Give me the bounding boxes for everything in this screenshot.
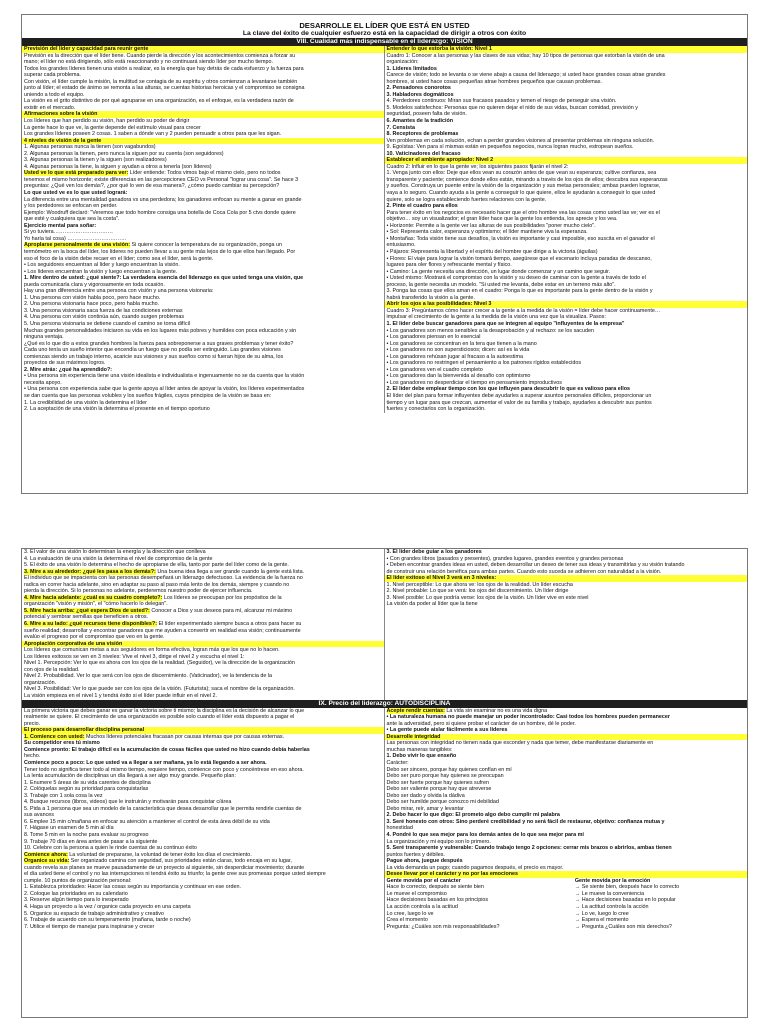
document-subtitle: La clave del éxito de cualquier esfuerzo está en la capacidad de dirigir a otros con éxito — [242, 30, 527, 37]
discipline-right-line: honestidad — [386, 825, 413, 832]
vision-right-line: • Usted mismo: Mostrará el compromiso con la visión y su deseo de caminar con la gente a través de todo el — [386, 275, 646, 282]
vision-right-line: hombres, si usted hace cosas pequeñas atrae hombres pequeños que causan problemas. — [386, 78, 602, 85]
vision-left-line: 2. La aceptación de una visión la determina el presente en el tiempo oportuno — [24, 406, 210, 413]
table-cell-emotion: → Pregunta ¿Cuáles son mis derechos? — [574, 923, 672, 930]
table-header-emotion: Gente movida por la emoción — [574, 877, 651, 884]
table-cell-character: Le mueve el compromiso — [386, 890, 447, 897]
discipline-right-lines — [385, 708, 748, 878]
vision-left-line: Todos los grandes líderes tienen una visión a realizar, es la energía que hay detrás de cada esfuerzo y la fuerza para — [24, 65, 304, 72]
vision-right-line: 1. Venga junto con ellos: Deje que ellos vean su corazón antes de que vean su esperanza; cultive confianza, sea — [386, 170, 657, 177]
vision-right-line: y sueños. Construya un puente entre la visión de la organización y sus metas personales; ambas pueden lograrse, — [386, 183, 661, 190]
vision-right-line: Cuadro 1: Conocer a las personas y las claves de sus vidas; hay 10 tipos de personas que estorban la visión de una — [386, 52, 665, 59]
vision-left-column — [22, 46, 385, 413]
vision-right-column — [385, 46, 748, 413]
vision-cont-right-line: 2. Nivel probable: Lo que se verá: los ojos del discernimiento. Un líder dirige — [386, 588, 569, 595]
vision-left-line: 4. Una persona con visión continúa aún, cuando surgen problemas — [24, 314, 185, 321]
discipline-right-line: La vida demanda un pago; cuando pagamos después, el precio es mayor. — [386, 864, 564, 871]
discipline-right-line: 1. Debo vivir lo que enseño — [386, 753, 457, 760]
discipline-right-line: Debo ser sincero, porque hay quienes confían en mí — [386, 766, 512, 773]
discipline-right-line: Debo mirar, reír, amar y levantar — [386, 805, 464, 812]
discipline-left-line: precio. — [24, 720, 41, 727]
discipline-left-line: hecho. — [24, 753, 41, 760]
vision-right-line: entusiasmo. — [386, 242, 416, 249]
discipline-right-line: puntos fuertes y débiles. — [386, 851, 445, 858]
vision-left-line: ninguna ventaja. — [24, 334, 64, 341]
vision-left-line: eso el foco de la visión debe recaer en el líder; como sea el líder, será la gente. — [24, 255, 214, 262]
vision-left-line: Previsión es la dirección que el líder tiene. Cuando pierde la dirección y los acontecimientos comienza a forzar su — [24, 52, 296, 59]
vision-left-line: preguntas: ¿Qué ven los demás?, ¿por qué lo ven de esa manera?, ¿cómo puedo cambiar su percepción? — [24, 183, 280, 190]
vision-left-line: termómetro en la boca del líder, los líderes no pueden llevar a su gente más lejos de lo que ellos han llegado. Por — [24, 248, 296, 255]
vision-left-line: • Los seguidores encuentran al líder y luego encuentran la visión. — [24, 262, 180, 269]
vision-cont-left-highlight: 4. Mire hacia adelante: ¿cuál es su cuadro completo?: — [24, 594, 163, 601]
vision-right-line: 4. Perdedores continuos: Miran sus fracasos pasados y temen el riesgo de perseguir una visión. — [386, 98, 617, 105]
discipline-right-line: Debo ser dado y olvida la dádiva — [386, 792, 465, 799]
vision-left-line: Afirmaciones sobre la visión — [22, 111, 384, 118]
vision-right-line: 9. Egoístas: Ven para sí mismas están en pequeños negocios, nunca logran mucho, estropean sueños. — [386, 144, 634, 151]
discipline-left-line: 10. Celebre con la persona a quien le rinde cuentas de su continuo éxito — [24, 845, 197, 852]
discipline-left-line-rest: Ser organizado camina con seguridad, sus prioridades están claras, todo encaja en su lugar, — [69, 858, 292, 865]
vision-cont-left-line: radica en correr hacia adelante, sino en adaptar su paso al paso más lento de los demás, siempre y cuando no — [24, 581, 290, 588]
section-band-autodisciplina: IX. Precio del liderazgo: AUTODISCIPLINA — [22, 700, 747, 708]
vision-left-line: Hay una gran diferencia entre una persona con visión y una persona visionaria: — [24, 288, 214, 295]
vision-right-line: 1. Líderes limitados — [386, 65, 437, 72]
vision-right-line: fuertes y conectarlos con la organización. — [386, 406, 486, 413]
table-cell-emotion: → Le mueve la conveniencia — [574, 890, 645, 897]
vision-left-line: y los perdedores se enfocan en perder. — [24, 203, 118, 210]
vision-cont-right-line: de construir una relación benéfica para ambas partes. Cuando esto suceda se adhieren con naturalidad a la visión. — [386, 568, 662, 575]
vision-left-line-rest: Líder entiende: Todos vimos bajo el mismo cielo, pero no todos — [128, 170, 281, 177]
vision-cont-left-line: Nivel 1. Percepción: Ver lo que es ahora con los ojos de la realidad. (Seguidor), ve la dirección de la organización — [24, 660, 295, 667]
discipline-right-line: La organización y mi equipo son lo primero. — [386, 838, 491, 845]
vision-cont-left-line: Los líderes que comunican metas a sus seguidores en forma efectiva, logran más que los que no lo hacen. — [24, 647, 280, 654]
discipline-right-line: Pague ahora, juegue después — [386, 858, 463, 865]
vision-cont-left-line: pierda la dirección. Si lo personas no adelante, perderemos nuestro poder de ejercer influencia. — [24, 588, 253, 595]
vision-left-line: tenemos el mismo horizonte; existe diferencias en las percepciones CEO vs Personal "lograr una cosa". Se hace 3 — [24, 176, 299, 183]
table-cell-character: Hace lo correcto, después se siente bien — [386, 884, 484, 891]
discipline-left-line: Tener todo no significa tener todo al mismo tiempo, requiere tiempo, comience con poco y concéntrese en eso ahora. — [24, 766, 304, 773]
vision-left-line: 1. Una persona con visión habla poco, pero hace mucho. — [24, 294, 161, 301]
vision-left-line: La diferencia entre una mentalidad ganadora vs una perdedora; los ganadores enfocan su mente a ganar en grande — [24, 196, 302, 203]
vision-left-line: Los grandes líderes poseen 2 cosas. 1 saben a dónde van y 2 pueden persuadir a otros para que les sigan. — [24, 131, 282, 138]
vision-left-line: 2. Algunas personas la tienen, pero nunca la siguen por su cuenta (son seguidores) — [24, 150, 224, 157]
discipline-left-line: 7. Utilice el tiempo de manejar para inspirarse y crecer — [24, 923, 155, 930]
vision-left-line: superar cada problema. — [24, 72, 81, 79]
vision-left-line: Con visión, el líder cumple la misión, la multitud se contagia de su espíritu y otros comienzan a levantarse también — [24, 78, 298, 85]
vision-right-line: 2. Pensadores conorotos — [386, 85, 451, 92]
discipline-left-line: Comience pronto: El trabajo difícil es la acumulación de cosas fáciles que usted no hizo cuando debía haberlas — [24, 746, 310, 753]
vision-cont-left-line: Nivel 3. Posibilidad: Ver lo que puede ser con los ojos de la visión. (Futurista); saca el nombre de la organización. — [24, 686, 295, 693]
discipline-left-line: cumple. 10 puntos de organización personal: — [24, 877, 132, 884]
vision-cont-left-line: El individuo que se impacienta con las personas desempeñará un liderazgo defectuoso. La evidencia de la fuerza no — [24, 575, 303, 582]
vision-left-line: junto al líder; el estado de ánimo se remonta a las alturas, se cuentas historias heroicas y el compromiso se consigna — [24, 85, 305, 92]
page-gap — [0, 494, 768, 548]
vision-right-line: organización: — [386, 59, 419, 66]
discipline-left-line: 3. Reserve algún tiempo para lo inesperado — [24, 897, 129, 904]
vision-right-line: 1. El líder debe buscar ganadores para que se integren al equipo "influyentes de la empresa" — [386, 320, 625, 327]
vision-left-line: 1. Algunas personas nunca la tienen (son vagabundos) — [24, 144, 156, 151]
discipline-left-line: el día usted tiene el control y no las interrupciones ni tendrá éxito su triunfo; la gente cree sus promesas porque usted siempre — [24, 871, 326, 878]
discipline-left-line: Comience poco a poco: Lo que usted va a llegar a ser mañana, ya lo está llegando a ser ahora. — [24, 759, 267, 766]
discipline-left-line: 9. Trabaje 70 días en área antes de pasar a la siguiente — [24, 838, 158, 845]
vision-cont-right-line: • Con grandes libros (pasados y presentes), grandes lugares, grandes eventos y grandes personas — [386, 555, 624, 562]
discipline-right-line: muchas maneras tangibles: — [386, 746, 453, 753]
discipline-left-line: realmente se quiere. El crecimiento de una organización es posible solo cuando el líder está dispuesto a pagar el — [24, 714, 295, 721]
vision-cont-right-line: 3. Nivel posible: Lo que podría verse: los ojos de la visión. Un líder vive en este nivel — [386, 594, 589, 601]
vision-left-line: proyectos de sus máximos logros. — [24, 360, 106, 367]
discipline-right-line: Desarrolle integridad — [385, 734, 748, 741]
vision-cont-left-line: Apropiación corporativa de una visión — [22, 641, 384, 648]
vision-right-line: 8. Receptores de problemas — [386, 131, 459, 138]
vision-right-line: Establecer el ambiente apropiado: Nivel 2 — [385, 157, 748, 164]
discipline-left-highlight: 1. Comience con usted: — [24, 733, 85, 740]
vision-cont-left-line-rest: Los líderes se preocupan por los propósitos de la — [162, 594, 282, 601]
vision-left-line: 3. Algunas personas la tienen y la siguen (son realizadores) — [24, 157, 167, 164]
vision-cont-left-line: potencial y sembrar semillas que beneficien a otros. — [24, 614, 149, 621]
vision-right-line: Ven problemas en cada solución, echan a perder grandes visiones al presentar problemas sin ninguna solución. — [386, 137, 655, 144]
vision-cont-left-line: Nivel 2. Probabilidad. Ver lo que será con los ojos de discernimiento. (Vaticinador), ve la tendencia de la — [24, 673, 273, 680]
discipline-left-line: 1. Establezca prioridades: Hacer las cosas según su importancia y continuar en ese orden. — [24, 884, 241, 891]
vision-left-line: 5. Una persona visionaria se detiene cuando el camino se torna difícil — [24, 320, 191, 327]
vision-left-line: 4 niveles de visión de la gente — [22, 138, 384, 145]
discipline-right-line: Debo ser humilde porque conozco mi debilidad — [386, 799, 499, 806]
vision-cont-left-line: evalúo el progreso por el compromiso que veo en la gente. — [24, 634, 165, 641]
vision-right-line: Para tener éxito en los negocios es necesario hacer que el otro hombre vea las cosas como usted las ve; ver es el — [386, 209, 660, 216]
discipline-right-line: 4. Pondré lo que sea mejor para los demás antes de lo que sea mejor para mí — [386, 831, 584, 838]
table-cell-character: Pregunta: ¿Cuáles son mis responsabilidades? — [386, 923, 500, 930]
vision-cont-left-highlight: 3. Mire a su alrededor: ¿qué les pasa a los demás?: — [24, 568, 156, 575]
discipline-left-line: cuando revela sus planes se mueve pausadamente de un proyecto al siguiente, sin desperdiciar movimiento; durante — [24, 864, 305, 871]
vision-cont-left-line-rest: Conocer a Dios y sus deseos para mí, alcanzar mi máximo — [149, 607, 293, 614]
discipline-left-line-rest: La voluntad de prepararse, la voluntad de tener éxito los días el crecimiento. — [67, 851, 252, 858]
vision-right-line: vaya a lo seguro. Cuando ayuda a la gente a conseguir lo que quiere, ellos le ayudarán a conseguir lo que usted — [386, 190, 656, 197]
discipline-left-line: 6. Emplee 15 min c/mañana en enfocar su atención a mantener el control de esta área débil de su vida — [24, 818, 270, 825]
vision-right-line: • Montañas: Toda visión tiene sus desafíos, la visión es importante y casi imposible, eso suscita en el ganador el — [386, 235, 655, 242]
discipline-left-line: La lenta acumulación de disciplinas un día llegará a ser algo muy grande. Pequeño plan: — [24, 773, 236, 780]
vision-cont-left-line: Los líderes exitosos se ven en 3 niveles: Vive el nivel 3, dirige el nivel 2 y escucha el nivel 1: — [24, 653, 245, 660]
vision-cont-left-line: sueño realidad; desarrollar y encontrar ganadores que me ayuden a convertir en realidad esa visión; continuamente — [24, 627, 301, 634]
vision-cont-left-line: con ojos de la realidad. — [24, 666, 80, 673]
table-cell-emotion: → Espera el momento — [574, 917, 629, 924]
vision-left-line: Yo haría tal cosa) …………………………… — [24, 235, 127, 242]
vision-right-line: habrá transferido la visión a la gente. — [386, 294, 475, 301]
vision-right-line: • Flores: El viaje para lograr la visión tomará tiempo, asegúrese que el escenario incluya paradas de descanso, — [386, 255, 652, 262]
vision-cont-left-line: organización. — [24, 679, 57, 686]
vision-left-line: se dan cuenta que las personas volubles y los sueños frágiles, cuyos principios de la visión se basa en: — [24, 392, 272, 399]
vision-continued-columns — [22, 549, 747, 700]
discipline-left-line: 2. Colóquelas según su prioridad para conquistarlas — [24, 786, 149, 793]
vision-cont-right-line: 3. El líder debe guiar a los ganadores — [386, 549, 482, 555]
vision-right-line: quiere, solo se logra estableciendo fuertes relaciones con la gente. — [386, 196, 547, 203]
vision-right-line: • Los ganadores dan la bienvenida al desafío con optimismo — [386, 373, 531, 380]
table-cell-emotion: → Lo ve, luego lo cree — [574, 910, 629, 917]
vision-right-line: 7. Censista — [386, 124, 415, 131]
table-cell-emotion: → Hace decisiones basadas en lo popular — [574, 897, 676, 904]
vision-left-line: 3. Una persona visionaria saca fuerza de las condiciones externas — [24, 307, 183, 314]
vision-right-line: • Sol: Representa calor, esperanza y optimismo; el líder mantiene viva la esperanza. — [386, 229, 588, 236]
vision-right-line: 10. Vaticinadores del fracaso — [386, 150, 461, 157]
table-cell-character: Hace decisiones basadas en los principios — [386, 897, 489, 904]
vision-left-line: 2. Mire atrás: ¿qué ha aprendido?: — [24, 366, 113, 373]
discipline-left-line: 2. Coloque las prioridades en su calendario — [24, 890, 128, 897]
vision-left-line: Ejemplo: Woodruff declaró: "Veremos que todo hombre consiga una botella de Coca Cola por 5 ctvs donde quiere — [24, 209, 296, 216]
vision-right-line: Cuadro 2: Influir en lo que la gente ve; los siguientes pasos fijarán el nivel 2: — [386, 163, 569, 170]
discipline-right-line: Las personas con integridad no tienen nada que esconder y nada que temer, debe manifestarse diariamente en — [386, 740, 654, 747]
vision-left-line: pueda comunicarla clara y vigorosamente en toda ocasión. — [24, 281, 165, 288]
discipline-left-line: 4. Haga un proyecto a la vez / organice cada proyecto en una carpeta — [24, 903, 191, 910]
discipline-left-line: 5. Pida a 1 persona que sea un modelo de la característica que desea desarrollar que le permita rendirle cuentas de — [24, 805, 302, 812]
discipline-right-line: ante la adversidad, pero si quiere probar el carácter de un hombre, dé le poder. — [386, 720, 576, 727]
discipline-left-line: 1. Enumere 5 áreas de su vida carentes de disciplina — [24, 779, 151, 786]
vision-right-line: lugares para oler flores y refrescante mental y físico. — [386, 262, 512, 269]
vision-cont-right-line: • Deben encontrar grandes ideas en usted, deben desarrollar un deseo de tener sus ideas y transmitirlas y su visión tratando — [386, 562, 685, 569]
vision-right-line: • Los ganadores se concentran en la tera que tienen a la mano — [386, 340, 537, 347]
vision-cont-right-line: La visión da poder al líder que la tiene — [386, 601, 478, 608]
discipline-right-line: 3. Seré honesto con otros: Sino perderé credibilidad y no será fácil de restaurar, objetivo: confianza mutua y — [386, 818, 665, 825]
vision-left-line: • Los líderes encuentran la visión y luego encuentran a la gente. — [24, 268, 178, 275]
document-page-1 — [21, 14, 748, 494]
discipline-left-line: 6. Trabaje de acuerdo con su temperamento (mañana, tarde o noche) — [24, 917, 191, 924]
vision-left-line: comienzas siendo un trabajo interno, acaricie sus visiones y sus sueños como si fueran hijos de su alma, los — [24, 353, 284, 360]
discipline-right-column — [385, 708, 748, 931]
section-band-vision: VIII. Cualidad más indispensable en el liderazgo: VISIÓN — [22, 38, 747, 46]
vision-columns — [22, 46, 747, 413]
vision-left-line: Los líderes que han perdido su visión, han perdido su poder de dirigir — [24, 118, 190, 125]
vision-left-line: 2. Una persona visionaria hace poco, pero habla mucho. — [24, 301, 160, 308]
vision-right-line: • Los ganadores son menos sensibles a la desaprobación y al rechazo: se los sacuden — [386, 327, 594, 334]
vision-right-line: • Pájaros: Representa la libertad y el espíritu del hombre que dirige a la victoria (águilas) — [386, 248, 598, 255]
vision-right-line: impulsar el crecimiento de la gente a la medida de la visión una vez que la visualiza. Pasos: — [386, 314, 606, 321]
vision-right-line: 5. Modelos satisfechos: Personas que no quieren dejar el nido de sus vidas, buscan comidad, previsión y — [386, 104, 638, 111]
document-title: DESARROLLE EL LÍDER QUE ESTÁ EN USTED — [299, 21, 470, 30]
vision-cont-left-line: organización "visión y misión", el "cómo hacerlo lo delegan". — [24, 601, 168, 608]
vision-left-highlight: Aproplarse personalmente de una visión: — [24, 242, 131, 249]
vision-right-line: Cuadro 3: Pregúntamos cómo hacer crecer a la gente a la medida de la visión = líder debe hacer continuamente… — [386, 307, 661, 314]
vision-left-line: La gente hace lo que ve, la gente depende del estímulo visual para crecer — [24, 124, 201, 131]
discipline-left-line: 7. Hágase un examen de 5 min al día — [24, 825, 114, 832]
discipline-right-line: Debo ser puro porque hay quienes se preocupan — [386, 773, 504, 780]
character-vs-emotion-table — [385, 878, 748, 930]
vision-left-line: Ejercicio mental para soñar: — [24, 222, 97, 229]
vision-right-line: Carece de visión; todo se levanta o se viene abajo a causa del liderazgo; si usted hace grandes cosas atrae grandes — [386, 72, 666, 79]
vision-right-line: • Los ganadores no restringen el pensamiento a los patrones rígidos establecidos — [386, 360, 582, 367]
vision-left-line: 4. Algunas personas la tiene, la siguen y ayudan a otros a tenerla (son líderes) — [24, 163, 212, 170]
vision-left-highlight: Usted ve lo que está preparado para ver: — [24, 170, 129, 177]
table-cell-emotion: → La actitud controla la acción — [574, 903, 649, 910]
vision-left-line: • Una persona con experiencia sabe que la gente apoya al líder antes de apoyar la visión, los líderes experimentados — [24, 386, 305, 393]
discipline-right-line: Desee llevar por el carácter y no por las emociones — [385, 871, 748, 878]
vision-right-line: 2. El líder debe emplear tiempo con los que influyen para descubrir lo que es valioso para ellos — [386, 386, 631, 393]
vision-continued-right-column — [385, 549, 748, 700]
vision-left-line: ¿Qué es lo que dio a estos grandes hombres la fuerza para sobreponerse a sus graves problemas y tener éxito? — [24, 340, 294, 347]
discipline-right-highlight: Acepte rendir cuentas: — [386, 707, 445, 714]
vision-cont-left-line-rest: El líder experimentado siempre busca a otros para hacer su — [157, 621, 302, 628]
vision-right-line: Abrir los ojos a las posibilidades: Nivel 3 — [385, 301, 748, 308]
vision-right-line: seguridad, poseen falta de visión. — [386, 111, 467, 118]
table-cell-character: Crea el momento — [386, 917, 428, 924]
vision-right-line: • Los ganadores rehúsan jugar al fracaso a la autoestima — [386, 353, 523, 360]
discipline-right-line-rest: La vida sin examinar no es una vida digna — [444, 707, 548, 714]
discipline-left-line: sus avances — [24, 812, 54, 819]
table-cell-emotion: → Se siente bien, después hace lo correcto — [574, 884, 680, 891]
vision-cont-left-line: 5. El éxito de una visión lo determina el hecho de apropiarse de ella, tanto por parte del líder como de la gente. — [24, 562, 289, 569]
vision-right-line: • Los ganadores no desperdiciar el tiempo en pensamiento improductivos — [386, 379, 562, 386]
vision-right-line: • Camino: La gente necesita una dirección, un lugar donde comenzar y un camino que seguir. — [386, 268, 611, 275]
discipline-left-highlight: Organice su vida: — [24, 858, 70, 865]
vision-right-line: 6. Amantes de la tradición — [386, 118, 454, 125]
vision-right-line: • Horizonte: Permite a la gente ver las alturas de sus posibilidades "poner mucho cielo". — [386, 222, 596, 229]
vision-left-line: • Una persona sin experiencia tiene una visión idealista e individualista e ingenuamente no se da cuenta que la visión — [24, 373, 305, 380]
discipline-right-line: Debo ser fuerte porque hay quienes sufren — [386, 779, 489, 786]
vision-right-line: • Los ganadores no son supersticiosos; dicen: así es la vida — [386, 347, 530, 354]
vision-left-line: necesita apoyo. — [24, 379, 62, 386]
discipline-left-line: 5. Organice su espacio de trabajo administrativo y creativo — [24, 910, 164, 917]
vision-right-line: El líder del plan para formar influyentes debe ayudarles a superar asuntos personales difíciles, proporcionar un — [386, 392, 652, 399]
vision-left-line: 1. La credibilidad de una visión la determina el líder — [24, 399, 147, 406]
vision-left-line: La visión es el grito distintivo de por qué agruparse en una organización, es el enfoque, es la verdadera razón de — [24, 98, 294, 105]
discipline-left-column — [22, 708, 385, 931]
discipline-left-line: La primera victoria que debes ganar es ganar la victoria sobre ti mismo; la disciplina es la decisión de alcanzar lo que — [24, 707, 305, 714]
discipline-right-line: 2. Debo hacer lo que digo: El prometo algo debo cumplir mi palabra — [386, 812, 560, 819]
vision-cont-left-line: 4. La evaluación de una visión la determina el nivel de compromiso de la gente — [24, 555, 213, 562]
discipline-left-line: 4. Busque recursos (libros, videos) que le instruirán y motivarán para conquistar c/área — [24, 799, 232, 806]
vision-right-line: 3. Habladores dogmáticos — [386, 91, 454, 98]
vision-right-line: transparente y paciente; comience donde ellos están, mirando a través de los ojos de ellos; descubra sus esperanzas — [386, 176, 668, 183]
vision-right-line: tiempo y un lugar para que crezcan, aumentar el valor de su familia y trabajo, ayudarles a descubrir sus puntos — [386, 399, 652, 406]
vision-right-line: • Los ganadores piensan en lo esencial — [386, 334, 481, 341]
discipline-left-line: 3. Trabaje con 1 sola cosa la vez — [24, 792, 103, 799]
vision-left-line: Cada uno tenía un sueño interior que encendía un fuego que no podía ser extinguido. Las grandes visiones — [24, 347, 281, 354]
vision-left-line: Si yo tuviera…………………………… — [24, 229, 113, 236]
vision-continued-left-column — [22, 549, 385, 700]
vision-cont-left-line: 3. El valor de una visión lo determinan la energía y la dirección que conlleva — [24, 549, 206, 555]
discipline-right-line: 5. Seré transparente y vulnerable: Cuando trabajo tengo 2 opciones: cerrar mis brazos o abrirlos, ambas tienen — [386, 845, 672, 852]
vision-cont-left-line-rest: Una buena idea llega a ser grande cuando la gente está lista. — [155, 568, 305, 575]
vision-cont-left-line: La visión empieza en el nivel 1 y tendrá éxito si el líder puede influir en el nivel 2. — [24, 693, 217, 700]
discipline-left-line: El proceso para desarrollar disciplina personal — [22, 727, 384, 734]
discipline-right-line: • La naturaleza humana no puede manejar un poder incontrolado: Casi todos los hombres pueden permanecer — [386, 714, 670, 721]
vision-left-line: 1. Mire dentro de usted: ¿qué siente?: La verdadera esencia del liderazgo es que usted tenga una visión, que — [24, 275, 304, 282]
discipline-left-highlight: Comience ahora: — [24, 851, 68, 858]
vision-left-line-rest: Si quiere conocer la temperatura de su organización, ponga un — [130, 242, 282, 249]
vision-right-line: 2. Pinte el cuadro para ellos — [386, 203, 458, 210]
vision-right-line: objetivo… soy un visualizador; el gran líder hace que la gente los entienda, los aprecie y los vea. — [386, 216, 618, 223]
discipline-columns — [22, 708, 747, 931]
document-page-2 — [21, 548, 748, 1018]
vision-cont-right-line: El líder exitoso el Nivel 3 verá en 3 niveles: — [385, 575, 748, 582]
vision-left-line: Previsión del líder y capacidad para reunir gente — [22, 46, 384, 53]
vision-right-line: proceso, la gente necesita un modelo. "Si usted me levanta, debe estar en un terreno más alto". — [386, 281, 616, 288]
vision-left-line: Lo que usted ve es lo que usted logrará: — [24, 190, 128, 197]
vision-cont-left-highlight: 5. Mire hacia arriba: ¿qué espera Dios de usted?: — [24, 607, 150, 614]
table-row — [385, 924, 748, 931]
vision-left-line: mano; el líder no está dirigiendo, sólo está reaccionando y no continuará siendo líder por mucho tiempo. — [24, 59, 274, 66]
discipline-right-line: Debo ser valiente porque hay que atreverse — [386, 786, 492, 793]
vision-left-line: que esté y cualquiera que sea la costa". — [24, 216, 120, 223]
vision-left-line: uniendo a todo el equipo. — [24, 91, 85, 98]
vision-right-line: • Los ganadores ven el cuadro completo — [386, 366, 483, 373]
discipline-right-line: Carácter: — [386, 759, 409, 766]
vision-right-line: 3. Ponga las cosas que ellos aman en el cuadro: Ponga lo que es importante para la gente dentro de la visión y — [386, 288, 653, 295]
table-header-character: Gente movida por el carácter — [386, 877, 461, 884]
vision-right-line: Entender lo que estorba la visión: Nivel 1 — [385, 46, 748, 53]
vision-cont-left-highlight: 6. Mire a su lado: ¿qué recursos tiene disponibles?: — [24, 621, 157, 628]
table-cell-character: La acción controla a la actitud — [386, 903, 458, 910]
vision-left-line: existir en el mercado. — [24, 104, 76, 111]
vision-cont-right-line: 1. Nivel perceptible: Lo que ahora ve: los ojos de la realidad. Un líder escucha — [386, 581, 573, 588]
discipline-left-line: 8. Tome 5 min en la noche para evaluar su progreso — [24, 831, 149, 838]
discipline-left-line: Su competidor eres tú mismo — [24, 740, 100, 747]
discipline-right-line: • La gente puede aislar fácilmente a sus líderes — [386, 727, 508, 734]
vision-left-line: Muchas grandes personalidades iniciaron su vida en los lugares más pobres y humildes con poca educación y sin — [24, 327, 297, 334]
discipline-left-line-rest: Muchos líderes potenciales fracasan por causas internas que por causas externas. — [84, 733, 285, 740]
table-cell-character: Lo cree, luego lo ve — [386, 910, 434, 917]
